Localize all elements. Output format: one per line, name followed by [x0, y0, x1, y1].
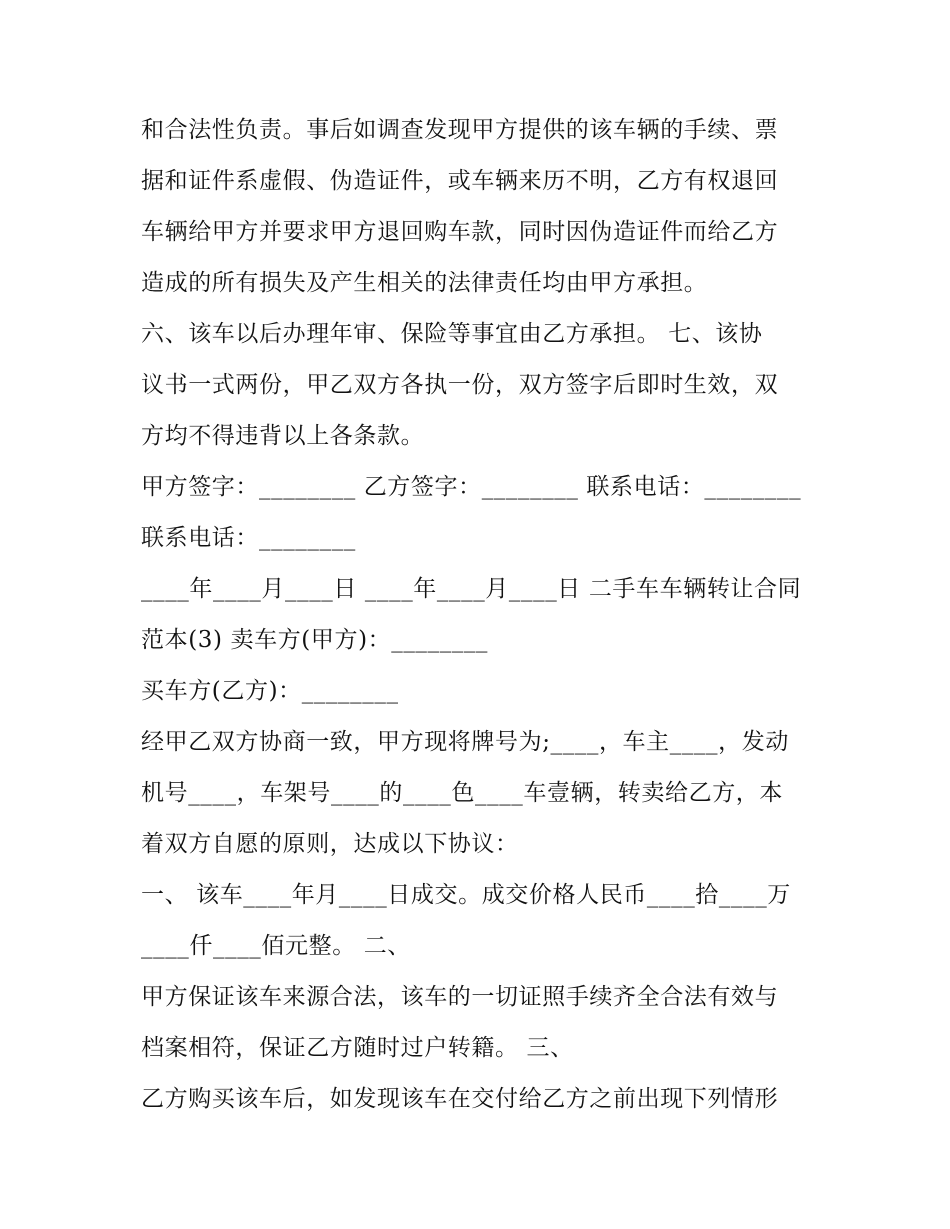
paragraph-line: 造成的所有损失及产生相关的法律责任均由甲方承担。 [141, 270, 708, 296]
paragraph-line: 一、 该车____年月____日成交。成交价格人民币____拾____万 [141, 882, 791, 908]
paragraph-line: 六、该车以后办理年审、保险等事宜由乙方承担。 七、该协 [141, 321, 763, 347]
paragraph-line: 档案相符，保证乙方随时过户转籍。 三、 [141, 1035, 574, 1061]
buyer-line: 买车方(乙方)：________ [141, 678, 399, 704]
signature-line: 甲方签字：________ 乙方签字：________ 联系电话：________ [141, 474, 802, 500]
paragraph-line: 甲方保证该车来源合法，该车的一切证照手续齐全合法有效与 [141, 984, 779, 1010]
paragraph-line: 车辆给甲方并要求甲方退回购车款，同时因伪造证件而给乙方 [141, 219, 779, 245]
paragraph-line: ____仟____佰元整。 二、 [141, 933, 411, 959]
seller-line: 范本(3) 卖车方(甲方)：________ [141, 627, 489, 653]
paragraph-line: 和合法性负责。事后如调查发现甲方提供的该车辆的手续、票 [141, 117, 779, 143]
paragraph-line: 着双方自愿的原则，达成以下协议： [141, 831, 519, 857]
phone-line: 联系电话：________ [141, 525, 356, 551]
paragraph-line: 方均不得违背以上各条款。 [141, 423, 425, 449]
paragraph-line: 经甲乙双方协商一致，甲方现将牌号为;____，车主____，发动 [141, 729, 789, 755]
paragraph-line: 据和证件系虚假、伪造证件，或车辆来历不明，乙方有权退回 [141, 168, 779, 194]
paragraph-line: 议书一式两份，甲乙双方各执一份，双方签字后即时生效，双 [141, 372, 779, 398]
date-line: ____年____月____日 ____年____月____日 二手车车辆转让合同 [141, 576, 802, 602]
paragraph-line: 乙方购买该车后，如发现该车在交付给乙方之前出现下列情形 [141, 1086, 779, 1112]
paragraph-line: 机号____，车架号____的____色____车壹辆，转卖给乙方，本 [141, 780, 783, 806]
